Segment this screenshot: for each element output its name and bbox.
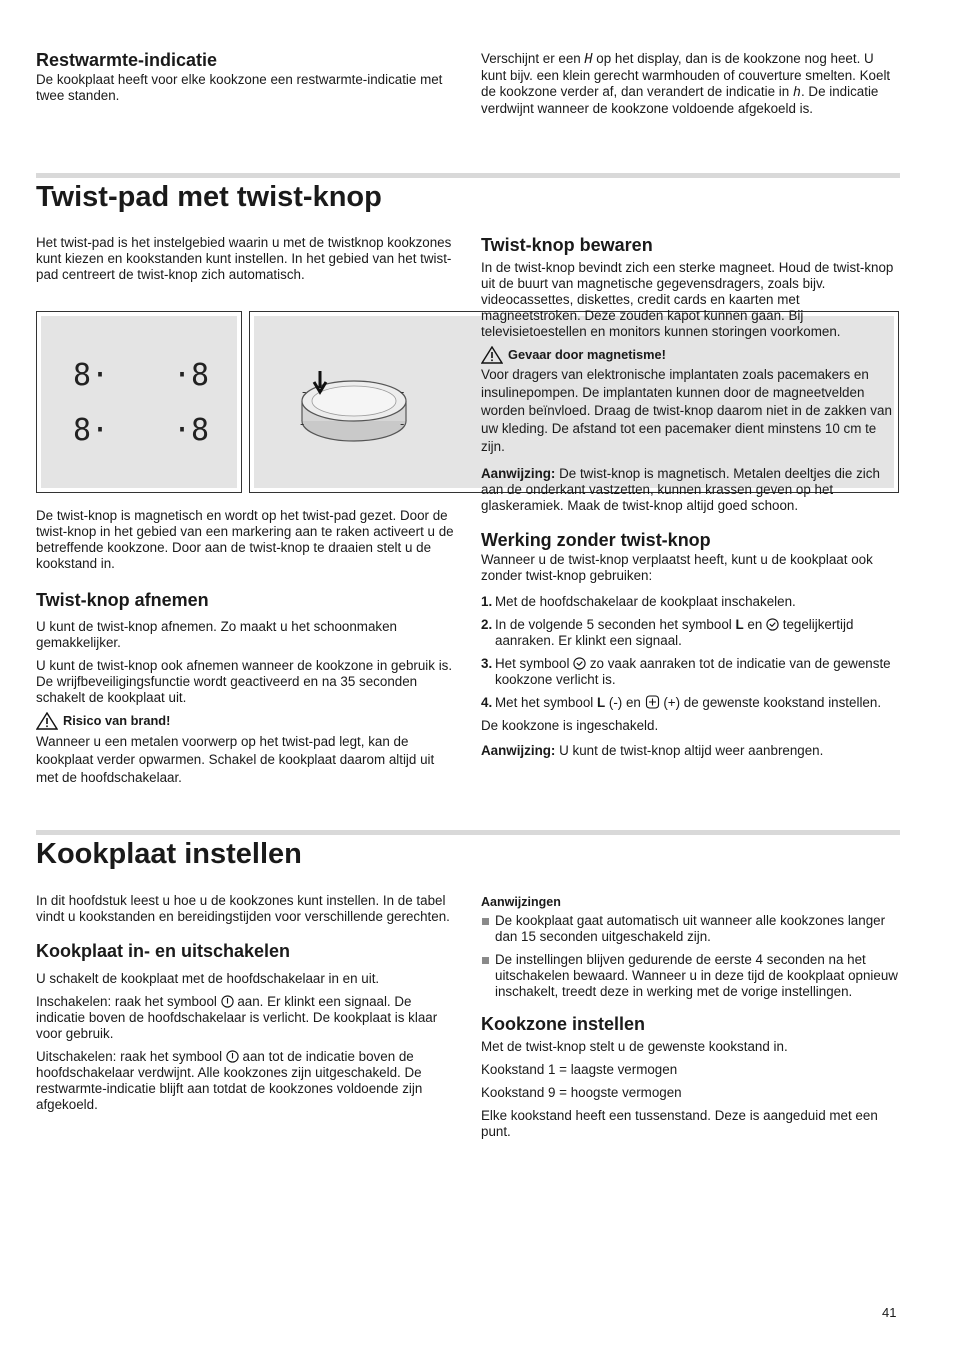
aanwijzingen-title: Aanwijzingen (481, 895, 561, 909)
magnet-warning-text: Voor dragers van elektronische implantaten zoals pacemakers en insulinepompen. De implantaten kunnen door de magneetvelden worden beïnvloed. Draag de twist-knop daarom niet in de zakken van uw kleding. De afstand tot een pacemaker dient minstens 10 cm te zijn. (481, 367, 892, 454)
zone-display-rear-left: 8· (73, 413, 110, 448)
restwarmte-title: Restwarmte-indicatie (36, 50, 218, 70)
svg-text:-: - (400, 417, 405, 431)
kookzone-title: Kookzone instellen (481, 1014, 646, 1034)
zone-display-rear-right: ·8 (173, 413, 210, 448)
twistpad-title: Twist-pad met twist-knop (36, 181, 382, 213)
twistknop-magnetic-text: De twist-knop is magnetisch en wordt op het twist-pad gezet. Door de twist-knop in het gebied van een markering aan te raken activeert u de betreffende kookzone. Door aan de twist-knop te draaien stelt u de kookstand in. (36, 508, 454, 571)
fire-warning: Risico van brand! (36, 712, 454, 730)
inuit-text: U schakelt de kookplaat met de hoofdschakelaar in en uit. (36, 971, 380, 986)
svg-text:-: - (300, 417, 305, 431)
fire-warning-text: Wanneer u een metalen voorwerp op het twist-pad legt, kan de kookplaat verder opwarmen. Schakel de kookplaat daarom altijd uit met de hoofdschakelaar. (36, 734, 435, 785)
kookplaat-intro: In dit hoofdstuk leest u hoe u de kookzones kunt instellen. In de tabel vindt u kookstanden en bereidingstijden voor verschillende gerechten. (36, 893, 450, 924)
afnemen-text-2: U kunt de twist-knop ook afnemen wanneer de kookzone in gebruik is. De wrijfbeveiligingsfunctie wordt geactiveerd en na 35 seconden schakelt de kookplaat uit. (36, 658, 453, 705)
restwarmte-text: De kookplaat heeft voor elke kookzone een restwarmte-indicatie met twee standen. (36, 72, 443, 103)
magnet-warning: Gevaar door magnetisme! (481, 346, 899, 364)
inschakelen-text: Inschakelen: raak het symbool aan. Er klinkt een signaal. De indicatie boven de hoofdschakelaar is verlicht. De kookplaat is klaar voor gebruik. (36, 994, 438, 1041)
werking-intro: Wanneer u de twist-knop verplaatst heeft, kunt u de kookplaat ook zonder twist-knop gebruiken: (481, 552, 873, 583)
twistpad-intro: Het twist-pad is het instelgebied waarin u met de twistknop kookzones kunt kiezen en kookstanden kunt instellen. In het gebied van het twist-pad centreert de twist-knop zich automatisch. (36, 235, 452, 282)
svg-text:-: - (302, 385, 307, 399)
aanwijzing-note: Aanwijzing: De twist-knop is magnetisch. Metalen deeltjes die zich aan de onderkant vastzetten, kunnen krassen geven op het glaskeramiek. Maak de twist-knop altijd goed schoon. (481, 466, 880, 513)
step-3: 3. Het symbool zo vaak aanraken tot de indicatie van de gewenste kookzone verlicht is. (481, 656, 891, 687)
bewaren-title: Twist-knop bewaren (481, 235, 653, 255)
list-item: De kookplaat gaat automatisch uit wanneer alle kookzones langer dan 15 seconden uitgeschakeld zijn. (481, 913, 899, 945)
kookplaat-title: Kookplaat instellen (36, 838, 302, 870)
page-number: 41 (882, 1305, 897, 1320)
aanwijzing-note-2: Aanwijzing: U kunt de twist-knop altijd weer aanbrengen. (481, 743, 824, 758)
timer-icon (766, 618, 779, 631)
restwarmte-right-text: Verschijnt er een H op het display, dan is de kookzone nog heet. U kunt bijv. een klein gerecht warmhouden of couverture smelten. Koelt de kookzone verder af, dan verandert de indicatie in h. De indicatie verdwijnt wanneer de kookzone voldoende afgekoeld is. (481, 51, 891, 116)
kookzone-text-4: Elke kookstand heeft een tussenstand. Deze is aangeduid met een punt. (481, 1108, 878, 1139)
zone-display-front-right: ·8 (173, 358, 210, 393)
werking-title: Werking zonder twist-knop (481, 530, 711, 550)
warning-triangle-icon (36, 712, 58, 730)
display-figure (36, 311, 242, 493)
power-icon (221, 995, 234, 1008)
svg-text:-: - (400, 385, 405, 399)
step-1: 1. Met de hoofdschakelaar de kookplaat inschakelen. (481, 594, 796, 609)
afnemen-text-1: U kunt de twist-knop afnemen. Zo maakt u het schoonmaken gemakkelijker. (36, 619, 397, 650)
warning-triangle-icon (481, 346, 503, 364)
kookzone-text-2: Kookstand 1 = laagste vermogen (481, 1062, 678, 1077)
step-2: 2. In de volgende 5 seconden het symbool L en tegelijkertijd aanraken. Er klinkt een signaal. (481, 617, 854, 648)
kookzone-text-3: Kookstand 9 = hoogste vermogen (481, 1085, 682, 1100)
section-divider (36, 173, 900, 178)
timer-icon (573, 657, 586, 670)
inuit-title: Kookplaat in- en uitschakelen (36, 941, 291, 961)
ingeschakeld-text: De kookzone is ingeschakeld. (481, 718, 659, 733)
bewaren-text: In de twist-knop bevindt zich een sterke magneet. Houd de twist-knop uit de buurt van magnetische gegevensdragers, zoals bijv. videocassettes, diskettes, credit cards en kaarten met magneetstroken. Deze zouden kapot kunnen gaan. Bij televisietoestellen en monitors kunnen storingen voorkomen. (481, 260, 894, 339)
list-item: De instellingen blijven gedurende de eerste 4 seconden na het uitschakelen bewaard. Wanneer u in deze tijd de kookplaat opnieuw inschakelt, treedt deze in werking met de vorige instellingen. (481, 952, 899, 1000)
zone-display-front-left: 8· (73, 358, 110, 393)
twist-knob-illustration (254, 316, 454, 486)
plus-symbol-icon (645, 695, 660, 709)
section-divider (36, 830, 900, 835)
kookzone-text-1: Met de twist-knop stelt u de gewenste kookstand in. (481, 1039, 788, 1054)
step-4: 4. Met het symbool L (-) en (+) de gewenste kookstand instellen. (481, 695, 882, 710)
power-icon (226, 1050, 239, 1063)
uitschakelen-text: Uitschakelen: raak het symbool aan tot de indicatie boven de hoofdschakelaar verdwijnt. Alle kookzones zijn uitgeschakeld. De restwarmte-indicatie blijft aan totdat de kookzones voldoende zijn afgekoeld. (36, 1049, 423, 1112)
afnemen-title: Twist-knop afnemen (36, 590, 209, 610)
